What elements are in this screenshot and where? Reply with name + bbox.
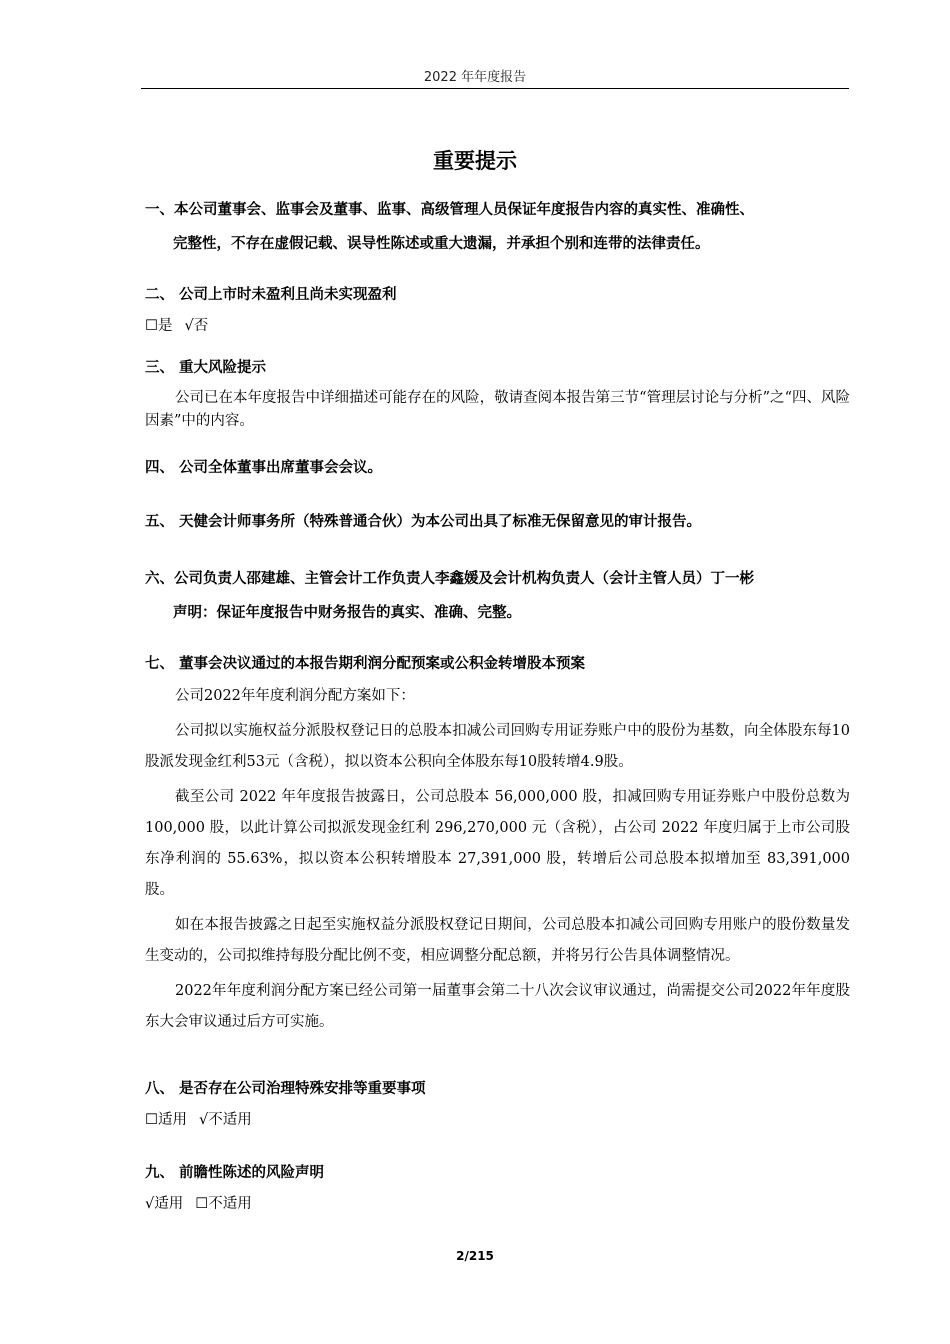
- section-3-heading: 三、 重大风险提示: [145, 360, 267, 376]
- section-7-p1: 公司2022年年度利润分配方案如下：: [175, 688, 415, 704]
- option-applicable: √适用: [145, 1196, 184, 1212]
- page-number: 2/215: [456, 1249, 494, 1263]
- option-not-applicable: √不适用: [199, 1112, 252, 1128]
- page-header: 2022 年年度报告: [423, 70, 527, 85]
- section-8: [145, 1072, 850, 1134]
- section-9-heading: 九、 前瞻性陈述的风险声明: [145, 1165, 325, 1181]
- option-applicable: ☐适用: [145, 1112, 187, 1128]
- section-1-line-2: 完整性，不存在虚假记载、误导性陈述或重大遗漏，并承担个别和连带的法律责任。: [173, 236, 710, 252]
- section-5-heading: 五、 天健会计师事务所（特殊普通合伙）为本公司出具了标准无保留意见的审计报告。: [145, 514, 702, 530]
- section-7: [145, 647, 850, 1038]
- section-6: [145, 562, 850, 630]
- section-9-options: [145, 1190, 850, 1218]
- section-7-p3: 截至公司 2022 年年度报告披露日，公司总股本 56,000,000 股，扣减回购专用证券账户中股份总数为 100,000 股，以此计算公司拟派发现金红利 296,270,000 元（含税），占公司 2022 年度归属于上市公司股东净利润的 55.63%，拟以资本公积转增股本 27,391,000 股，转增后公司总股本拟增加至 83,391,000 股。: [145, 789, 850, 898]
- section-1-line-1: 一、本公司董事会、监事会及董事、监事、高级管理人员保证年度报告内容的真实性、准确性、: [145, 202, 754, 218]
- option-no: √否: [184, 318, 209, 334]
- header-divider: [141, 88, 849, 89]
- option-yes: ☐是: [145, 318, 173, 334]
- section-2: [145, 278, 850, 340]
- section-3-text: 公司已在本年度报告中详细描述可能存在的风险，敬请查阅本报告第三节“管理层讨论与分析”之“四、风险因素”中的内容。: [145, 390, 850, 429]
- section-8-options: [145, 1106, 850, 1134]
- section-1: [145, 193, 850, 261]
- section-7-p4: 如在本报告披露之日起至实施权益分派股权登记日期间，公司总股本扣减公司回购专用账户的股份数量发生变动的，公司拟维持每股分配比例不变，相应调整分配总额，并将另行公告具体调整情况。: [145, 917, 850, 964]
- section-7-p2: 公司拟以实施权益分派股权登记日的总股本扣减公司回购专用证券账户中的股份为基数，向全体股东每10股派发现金红利53元（含税），拟以资本公积向全体股东每10股转增4.9股。: [145, 723, 850, 770]
- section-7-heading: 七、 董事会决议通过的本报告期利润分配预案或公积金转增股本预案: [145, 656, 586, 672]
- section-3: [145, 353, 850, 433]
- section-4-heading: 四、 公司全体董事出席董事会会议。: [145, 460, 383, 476]
- section-2-heading: 二、 公司上市时未盈利且尚未实现盈利: [145, 287, 397, 303]
- section-2-options: [145, 312, 850, 340]
- section-8-heading: 八、 是否存在公司治理特殊安排等重要事项: [145, 1081, 426, 1097]
- section-9: [145, 1156, 850, 1218]
- section-4: [145, 451, 850, 485]
- section-6-line-2: 声明：保证年度报告中财务报告的真实、准确、完整。: [173, 605, 521, 621]
- page-title: 重要提示: [433, 149, 517, 173]
- section-7-p5: 2022年年度利润分配方案已经公司第一届董事会第二十八次会议审议通过，尚需提交公司2022年年度股东大会审议通过后方可实施。: [145, 983, 850, 1030]
- section-6-line-1: 六、公司负责人邵建雄、主管会计工作负责人李鑫媛及会计机构负责人（会计主管人员）丁一彬: [145, 571, 754, 587]
- option-not-applicable: ☐不适用: [195, 1196, 252, 1212]
- section-5: [145, 505, 850, 539]
